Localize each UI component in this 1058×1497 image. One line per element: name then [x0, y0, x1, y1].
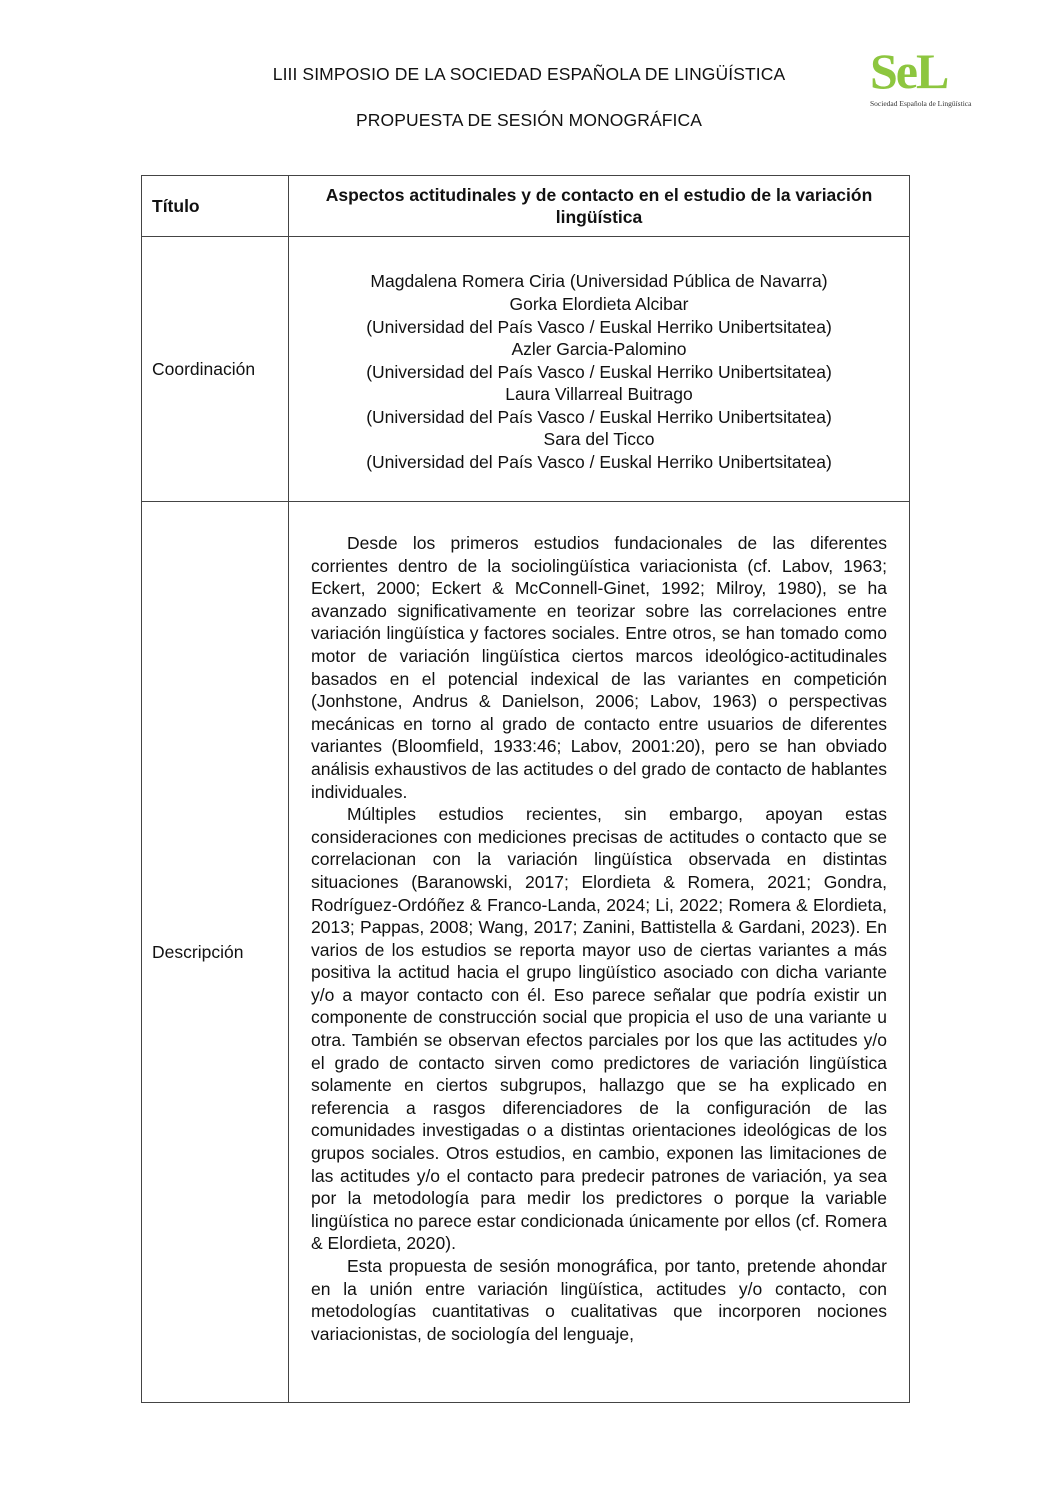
coordination-list: [289, 237, 910, 502]
coordinator-line: Sara del Ticco: [543, 429, 655, 450]
proposal-table: [141, 175, 910, 1403]
symposium-heading: LIII SIMPOSIO DE LA SOCIEDAD ESPAÑOLA DE LINGÜÍSTICA: [272, 64, 786, 84]
description-row: [142, 502, 910, 1403]
coordination-label: Coordinación: [142, 237, 289, 502]
description-label: Descripción: [142, 502, 289, 1403]
coordinator-line: Gorka Elordieta Alcibar: [509, 293, 689, 314]
coordinator-affiliation: (Universidad del País Vasco / Euskal Herriko Unibertsitatea): [366, 406, 832, 427]
coordinator-affiliation: (Universidad del País Vasco / Euskal Herriko Unibertsitatea): [366, 316, 832, 337]
coordination-row: [142, 237, 910, 502]
coordinator-affiliation: (Universidad del País Vasco / Euskal Herriko Unibertsitatea): [366, 452, 832, 473]
description-paragraph: Múltiples estudios recientes, sin embargo, apoyan estas consideraciones con mediciones precisas de actitudes o contacto que se correlacionan con la variación lingüística observada en distintas situaciones (Baranowski, 2017; Elordieta & Romera, 2021; Gondra, Rodríguez-Ordóñez & Franco-Landa, 2024; Li, 2022; Romera & Elordieta, 2013; Pappas, 2008; Wang, 2017; Zanini, Battistella & Gardani, 2023). En varios de los estudios se reporta mayor uso de ciertas variantes a más positiva la actitud hacia el grupo lingüístico asociado con dicha variante y/o a mayor contacto con él. Eso parece señalar que podría existir un componente de construcción social que propicia el uso de una variante u otra. También se observan efectos parciales por los que las actitudes y/o el grado de contacto sirven como predictores de variación lingüística solamente en ciertos subgrupos, hallazgo que se ha explicado en referencia a rasgos diferenciadores de la configuración de las comunidades investigadas o a distintas orientaciones ideológicas de los grupos sociales. Otros estudios, en cambio, exponen las limitaciones de las actitudes y/o el contacto para predecir patrones de variación, ya sea por la metodología para medir los predictores o porque la variable lingüística no parece estar condicionada únicamente por ellos (cf. Romera & Elordieta, 2020).: [311, 804, 887, 1254]
coordinator-line: Magdalena Romera Ciria (Universidad Pública de Navarra): [370, 271, 828, 292]
description-body: [289, 502, 910, 1403]
coordinator-affiliation: (Universidad del País Vasco / Euskal Herriko Unibertsitatea): [366, 361, 832, 382]
coordinator-line: Laura Villarreal Buitrago: [505, 384, 693, 405]
sel-logo-subtitle: Sociedad Española de Lingüística: [870, 99, 972, 108]
description-paragraph: Esta propuesta de sesión monográfica, por tanto, pretende ahondar en la unión entre variación lingüística, actitudes y/o contacto, con metodologías cuantitativas o cualitativas que incorporen nociones variacionistas, de sociología del lenguaje,: [311, 1256, 887, 1344]
description-paragraph: Desde los primeros estudios fundacionales de las diferentes corrientes dentro de la sociolingüística variacionista (cf. Labov, 1963; Eckert, 2000; Eckert & McConnell-Ginet, 1992; Milroy, 1980), se ha avanzado significativamente en teorizar sobre las correlaciones entre variación lingüística y factores sociales. Entre otros, se han tomado como motor de variación lingüística ciertos marcos ideológico-actitudinales basados en el potencial indexical de las variantes en competición (Jonhstone, Andrus & Danielson, 2006; Labov, 1963) o perspectivas mecánicas en torno al grado de contacto entre usuarios de diferentes variantes (Bloomfield, 1933:46; Labov, 2001:20), pero se han obviado análisis exhaustivos de las actitudes o del grado de contacto de hablantes individuales.: [311, 533, 887, 802]
coordinator-line: Azler Garcia-Palomino: [511, 339, 687, 360]
title-value: Aspectos actitudinales y de contacto en el estudio de la variación lingüística: [289, 176, 910, 237]
proposal-heading: PROPUESTA DE SESIÓN MONOGRÁFICA: [355, 110, 703, 130]
title-label: Título: [142, 176, 289, 237]
sel-logo-mark: SeL: [870, 43, 948, 99]
title-row: [142, 176, 910, 237]
sel-logo: [866, 43, 978, 112]
